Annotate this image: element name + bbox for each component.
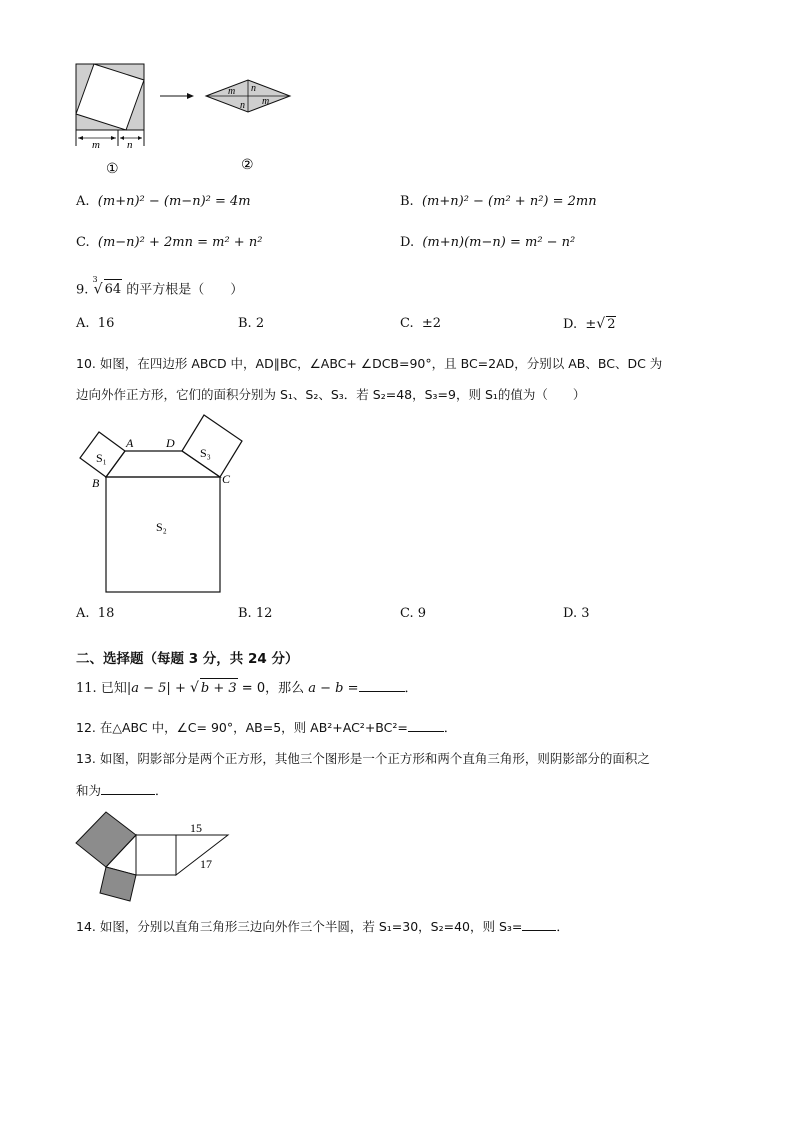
q11-stem: 11. 已知|a − 5| + √ b + 3 = 0，那么 a − b = ． (76, 677, 418, 699)
q13-stem-line2: 和为 ． (76, 780, 168, 801)
shaded-square-2 (100, 867, 136, 901)
q10-figure (70, 405, 260, 600)
q10-stem-line2: 边向外作正方形，它们的面积分别为 S₁、S₂、S₃．若 S₂=48，S₃=9，则 S₁的值为（ ） (76, 387, 586, 402)
label-15: 15 (190, 821, 202, 835)
q10-option-a: A. 18 (76, 606, 115, 621)
label-s3: S₃ (200, 446, 211, 460)
label-b: B (92, 476, 100, 490)
fig2-number: ② (241, 158, 254, 173)
fig1-m-label: m (92, 139, 100, 151)
section-2-heading: 二、选择题（每题 3 分，共 24 分） (76, 651, 299, 667)
fig2-m-label-1: m (228, 86, 236, 97)
q8-option-c: C. (m−n)² + 2mn = m² + n² (76, 235, 263, 250)
q10-option-b: B. 12 (238, 606, 273, 621)
q13-answer-blank (101, 780, 155, 795)
q12-answer-blank (408, 717, 444, 732)
square-s2 (106, 477, 220, 592)
q13-stem-line1: 13. 如图，阴影部分是两个正方形，其他三个图形是一个正方形和两个直角三角形，则阴影部分的面积之 (76, 751, 650, 766)
fig2-n-label-1: n (251, 83, 256, 94)
q8-option-a: A. (m+n)² − (m−n)² = 4m (76, 194, 251, 209)
q9-radicand: 64 (104, 279, 123, 300)
radical-index: 3 (92, 275, 98, 284)
label-s1: S₁ (96, 451, 107, 465)
q10-option-d: D. 3 (563, 606, 590, 621)
q10-option-c: C. 9 (400, 606, 427, 621)
fig1-n-label: n (127, 139, 133, 151)
q9-option-c: C. ±2 (400, 316, 442, 331)
fig1-number: ① (106, 162, 119, 177)
q13-figure (70, 805, 240, 905)
q9-option-b: B. 2 (238, 316, 265, 331)
q9-stem: 9. $^3$√ 64 的平方根是（ ） (76, 276, 243, 300)
shaded-square-1 (76, 812, 136, 867)
label-17: 17 (200, 857, 212, 871)
label-a: A (126, 436, 134, 450)
q9-option-a: A. 16 (76, 316, 115, 331)
q14-stem: 14. 如图，分别以直角三角形三边向外作三个半圆，若 S₁=30，S₂=40，则 S₃= ． (76, 916, 569, 937)
q12-stem: 12. 在△ABC 中，∠C= 90°，AB=5，则 AB²+AC²+BC²= ． (76, 717, 456, 738)
q8-figure (70, 58, 310, 183)
fig2-m-label-2: m (262, 96, 270, 107)
square-s3 (182, 415, 242, 477)
fig2-n-label-2: n (240, 100, 245, 111)
q10-stem-line1: 10. 如图，在四边形 ABCD 中，AD∥BC，∠ABC+ ∠DCB=90°，且 BC=2AD，分别以 AB、BC、DC 为 (76, 356, 663, 371)
label-s2: S₂ (156, 520, 167, 534)
label-c: C (222, 472, 231, 486)
label-d: D (166, 436, 175, 450)
q11-answer-blank (359, 677, 405, 692)
middle-square (136, 835, 176, 875)
q8-option-b: B. (m+n)² − (m² + n²) = 2mn (400, 194, 597, 209)
q9-option-d: D. ±√ 2 (563, 316, 616, 332)
q8-option-d: D. (m+n)(m−n) = m² − n² (400, 235, 576, 250)
q14-answer-blank (522, 916, 556, 931)
